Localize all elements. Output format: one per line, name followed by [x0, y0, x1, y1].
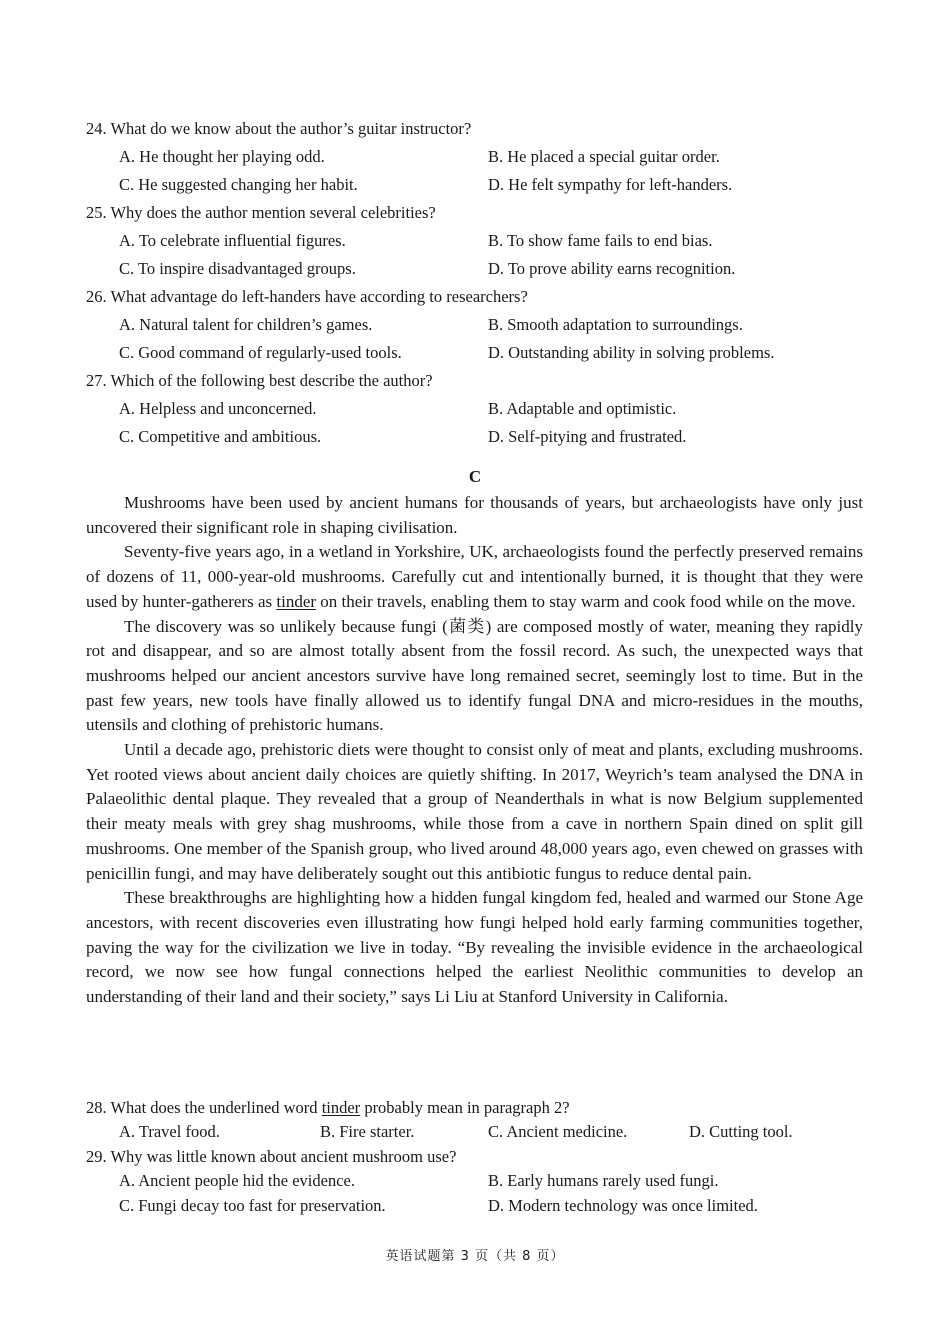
paragraph-2-text-after: on their travels, enabling them to stay warm and cook food while on the move.: [316, 591, 856, 611]
question-26-option-a: A. Natural talent for children’s games.: [119, 315, 373, 334]
question-26-stem: 26. What advantage do left-handers have according to researchers?: [86, 287, 528, 306]
question-27-option-b: B. Adaptable and optimistic.: [488, 399, 677, 418]
question-24-option-c: C. He suggested changing her habit.: [119, 175, 358, 194]
question-25-option-b: B. To show fame fails to end bias.: [488, 231, 713, 250]
question-25-stem: 25. Why does the author mention several celebrities?: [86, 203, 436, 222]
question-29-stem: 29. Why was little known about ancient mushroom use?: [86, 1147, 457, 1166]
question-29-option-a: A. Ancient people hid the evidence.: [119, 1171, 355, 1190]
paragraph-5: These breakthroughs are highlighting how a hidden fungal kingdom fed, healed and warmed our Stone Age ancestors, with recent discoveries even illustrating how fungi helped hold early farming communities together, paving the way for the civilization we live in today. “By revealing the invisible evidence in the archaeological record, we now see how fungal connections helped the earliest Neolithic communities to develop an understanding of their land and their society,” says Li Liu at Stanford University in California.: [86, 888, 863, 1007]
question-24-option-a: A. He thought her playing odd.: [119, 147, 325, 166]
paragraph-1: Mushrooms have been used by ancient humans for thousands of years, but archaeologists have only just uncovered their significant role in shaping civilisation.: [86, 493, 863, 537]
question-29-option-c: C. Fungi decay too fast for preservation.: [119, 1196, 386, 1215]
question-29-option-b: B. Early humans rarely used fungi.: [488, 1171, 719, 1190]
question-28-underlined-word: tinder: [321, 1098, 361, 1117]
question-28-stem-after: probably mean in paragraph 2?: [360, 1098, 570, 1117]
paragraph-3: The discovery was so unlikely because fungi (菌类) are composed mostly of water, meaning they rapidly rot and disappear, and so are almost totally absent from the fossil record. As such, the unexpected ways that mushrooms helped our ancient ancestors survive have long remained secret, seemingly lost to time. But in the past few years, new tools have finally allowed us to identify fungal DNA and micro-residues in the mouths, utensils and clothing of prehistoric humans.: [86, 616, 863, 735]
underlined-word: tinder: [276, 591, 317, 611]
question-28-option-b: B. Fire starter.: [320, 1122, 415, 1141]
question-25-option-d: D. To prove ability earns recognition.: [488, 259, 736, 278]
question-27-option-d: D. Self-pitying and frustrated.: [488, 427, 687, 446]
paragraph-2: [86, 540, 863, 614]
question-28-option-c: C. Ancient medicine.: [488, 1122, 628, 1141]
question-28-option-d: D. Cutting tool.: [689, 1122, 793, 1141]
question-26-option-c: C. Good command of regularly-used tools.: [119, 343, 402, 362]
question-27-option-a: A. Helpless and unconcerned.: [119, 399, 317, 418]
question-25-option-c: C. To inspire disadvantaged groups.: [119, 259, 356, 278]
paragraph-2-text-before: Seventy-five years ago, in a wetland in Yorkshire, UK, archaeologists found the perfectly preserved remains of dozens of 11, 000-year-old mushrooms. Carefully cut and intentionally burned, it is thought that they were used by hunter-gatherers as: [86, 542, 863, 611]
paragraph-4: Until a decade ago, prehistoric diets were thought to consist only of meat and plants, excluding mushrooms. Yet rooted views about ancient daily choices are quietly shifting. In 2017, Weyrich’s team analysed the DNA in Palaeolithic dental plaque. They revealed that a group of Neanderthals in what is now Belgium supplemented their meaty meals with grey shag mushrooms, while those from a cave in northern Spain dined on split gill mushrooms. One member of the Spanish group, who lived around 48,000 years ago, even chewed on grasses with penicillin fungi, and may have deliberately sought out this antibiotic fungus to reduce dental pain.: [86, 740, 863, 883]
question-28-stem: [86, 1097, 570, 1119]
page-footer: 英语试题第 3 页（共 8 页）: [385, 1249, 565, 1264]
question-24-option-b: B. He placed a special guitar order.: [488, 147, 720, 166]
question-24-option-d: D. He felt sympathy for left-handers.: [488, 175, 733, 194]
question-29-option-d: D. Modern technology was once limited.: [488, 1196, 758, 1215]
question-27-stem: 27. Which of the following best describe the author?: [86, 371, 433, 390]
question-26-option-b: B. Smooth adaptation to surroundings.: [488, 315, 743, 334]
question-25-option-a: A. To celebrate influential figures.: [119, 231, 346, 250]
question-27-option-c: C. Competitive and ambitious.: [119, 427, 322, 446]
reading-passage: [86, 491, 863, 1010]
section-heading: C: [468, 467, 482, 486]
question-24-stem: 24. What do we know about the author’s guitar instructor?: [86, 119, 472, 138]
question-26-option-d: D. Outstanding ability in solving problems.: [488, 343, 775, 362]
question-28-stem-before: 28. What does the underlined word: [86, 1098, 322, 1117]
question-28-option-a: A. Travel food.: [119, 1122, 220, 1141]
